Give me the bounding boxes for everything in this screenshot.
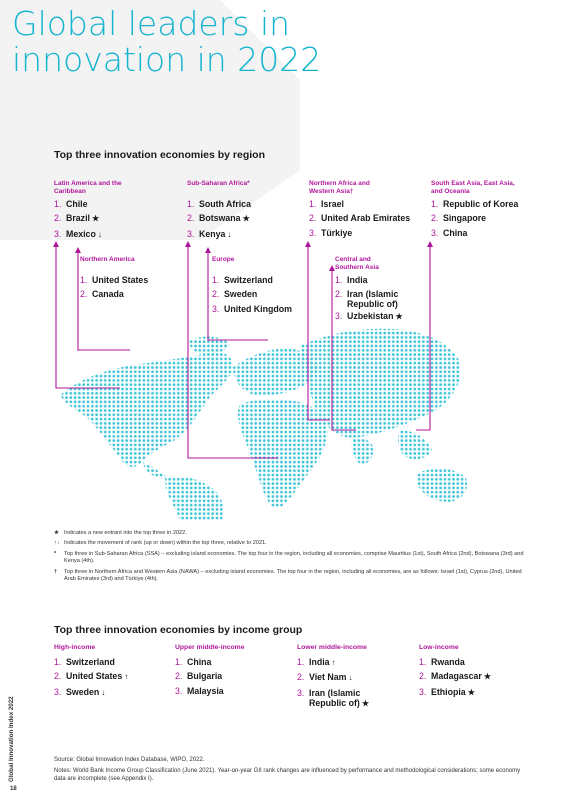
ranked-item bbox=[54, 669, 128, 684]
economy-name: Uzbekistan bbox=[347, 311, 394, 322]
map-central-america bbox=[142, 462, 168, 479]
ranked-item bbox=[335, 309, 409, 324]
ranked-item bbox=[187, 211, 251, 226]
legend-note bbox=[54, 530, 534, 537]
map-africa bbox=[238, 399, 328, 508]
ranked-item bbox=[212, 302, 292, 316]
rank-number: 2. bbox=[309, 213, 317, 224]
rank-number: 1. bbox=[54, 199, 62, 209]
economy-name: Singapore bbox=[443, 213, 487, 224]
economy-name: Botswana bbox=[199, 213, 241, 224]
economy-name: Sweden bbox=[224, 289, 258, 300]
income-label-low: Low-income bbox=[419, 644, 459, 651]
note-symbol: ↑↓ bbox=[54, 540, 60, 547]
rank-number: 3. bbox=[431, 227, 439, 238]
rank-number: 3. bbox=[175, 685, 183, 696]
ranked-item bbox=[419, 669, 491, 684]
income-list-lower-middle bbox=[297, 655, 371, 709]
ranked-item bbox=[175, 655, 224, 669]
ranked-item bbox=[80, 273, 148, 287]
economy-name: Bulgaria bbox=[187, 671, 223, 682]
ranked-item bbox=[431, 226, 518, 240]
economy-name: India bbox=[347, 275, 368, 285]
economy-name: Canada bbox=[92, 289, 124, 300]
ranked-item bbox=[335, 273, 409, 287]
ranked-item bbox=[54, 197, 102, 211]
economy-name: Türkiye bbox=[321, 227, 353, 238]
rank-number: 2. bbox=[212, 289, 220, 300]
ranked-item bbox=[54, 685, 128, 700]
rank-number: 3. bbox=[297, 687, 305, 698]
income-list-high bbox=[54, 655, 128, 700]
ranked-item bbox=[309, 197, 410, 211]
map-asia bbox=[300, 329, 461, 438]
rank-number: 2. bbox=[54, 213, 62, 224]
rank-number: 3. bbox=[419, 686, 427, 697]
rank-number: 1. bbox=[175, 657, 183, 667]
rank-down-arrow-icon: ↓ bbox=[97, 229, 102, 239]
rank-number: 2. bbox=[431, 213, 439, 224]
source-notes bbox=[54, 756, 524, 783]
map-greenland bbox=[189, 337, 230, 355]
rank-number: 1. bbox=[80, 275, 88, 285]
rank-number: 3. bbox=[212, 303, 220, 314]
economy-name: Mexico bbox=[66, 228, 96, 239]
region-section-heading: Top three innovation economies by region bbox=[54, 149, 265, 161]
note-symbol: ★ bbox=[54, 530, 60, 536]
ranked-item bbox=[212, 273, 292, 287]
region-label-latin-america: Latin America and the Caribbean bbox=[54, 180, 122, 195]
rank-number: 1. bbox=[431, 199, 439, 209]
source-notes-line: Notes: World Bank Income Group Classification (June 2021). Year-on-year GII rank changes are influenced by performance and methodological considerations; some economy data are incomplete (see Appendix I). bbox=[54, 768, 521, 782]
income-label-lower-middle: Lower middle-income bbox=[297, 644, 367, 651]
economy-name: Switzerland bbox=[224, 275, 273, 285]
region-label-northern-africa-western-asia: Northern Africa and Western Asia† bbox=[309, 180, 370, 195]
ranked-item bbox=[431, 197, 518, 211]
region-label-sub-saharan-africa: Sub-Saharan Africa* bbox=[187, 180, 250, 187]
rank-number: 2. bbox=[54, 671, 62, 682]
region-label-europe: Europe bbox=[212, 256, 235, 263]
ranked-item bbox=[297, 655, 371, 670]
map-north-america bbox=[60, 352, 233, 467]
region-list-south-east-asia bbox=[431, 197, 518, 240]
rank-number: 2. bbox=[297, 672, 305, 683]
ranked-item bbox=[187, 227, 251, 242]
rank-number: 2. bbox=[175, 671, 183, 682]
rank-number: 2. bbox=[335, 289, 343, 300]
economy-name: United States bbox=[92, 275, 149, 285]
rank-number: 1. bbox=[309, 199, 317, 209]
ranked-item bbox=[80, 287, 148, 301]
income-label-upper-middle: Upper middle-income bbox=[175, 644, 245, 651]
ranked-item bbox=[54, 227, 102, 242]
new-entrant-star-icon: ★ bbox=[395, 312, 403, 322]
rank-number: 1. bbox=[54, 657, 62, 667]
economy-name: India bbox=[309, 657, 330, 667]
economy-name: Switzerland bbox=[66, 657, 115, 667]
income-label-high: High-income bbox=[54, 644, 96, 651]
economy-name: China bbox=[187, 657, 212, 667]
rank-number: 1. bbox=[297, 657, 305, 667]
income-list-low bbox=[419, 655, 491, 700]
region-list-northern-africa-western-asia bbox=[309, 197, 410, 240]
rank-number: 3. bbox=[54, 228, 62, 239]
rank-number: 1. bbox=[335, 275, 343, 285]
ranked-item bbox=[419, 655, 491, 669]
legend-note bbox=[54, 551, 534, 566]
note-text: Indicates the movement of rank (up or down) within the top three, relative to 2021. bbox=[64, 540, 267, 547]
region-list-northern-america bbox=[80, 273, 148, 302]
ranked-item bbox=[54, 211, 102, 226]
region-list-central-southern-asia bbox=[335, 273, 409, 325]
ranked-item bbox=[54, 655, 128, 669]
note-text: Top three in Northern Africa and Western Asia (NAWA) – excluding island economies. The top four in the region, including all economies, are as follows: Israel (1st), Cyprus (2nd), United Arab Emirates (3rd) and Türkiye (4th). bbox=[64, 568, 522, 583]
region-label-south-east-asia: South East Asia, East Asia, and Oceania bbox=[431, 180, 515, 195]
region-label-central-southern-asia: Central and Southern Asia bbox=[335, 256, 379, 271]
ranked-item bbox=[175, 684, 224, 698]
economy-name: Malaysia bbox=[187, 685, 224, 696]
economy-name: United Kingdom bbox=[224, 303, 292, 314]
ranked-item bbox=[297, 686, 371, 709]
new-entrant-star-icon: ★ bbox=[91, 214, 100, 224]
region-list-latin-america bbox=[54, 197, 102, 242]
rank-number: 3. bbox=[54, 686, 62, 697]
rank-number: 2. bbox=[80, 289, 88, 300]
page-title-line-1: Global leaders in bbox=[12, 4, 291, 43]
economy-name: Kenya bbox=[199, 228, 226, 239]
legend-note bbox=[54, 569, 534, 584]
economy-name: Ethiopia bbox=[431, 686, 466, 697]
legend-notes bbox=[54, 530, 534, 586]
region-list-sub-saharan-africa bbox=[187, 197, 251, 242]
rank-number: 1. bbox=[212, 275, 220, 285]
new-entrant-star-icon: ★ bbox=[467, 687, 475, 697]
economy-name: United States bbox=[66, 671, 123, 682]
rank-down-arrow-icon: ↓ bbox=[348, 673, 353, 683]
rank-number: 2. bbox=[187, 213, 195, 224]
map-southeast-asia bbox=[398, 430, 432, 459]
note-text: Indicates a new entrant into the top three in 2022. bbox=[64, 530, 187, 536]
ranked-item bbox=[175, 669, 224, 683]
ranked-item bbox=[419, 685, 491, 700]
rank-number: 1. bbox=[187, 199, 195, 209]
rank-down-arrow-icon: ↓ bbox=[101, 687, 106, 697]
income-list-upper-middle bbox=[175, 655, 224, 698]
rank-number: 3. bbox=[187, 228, 195, 239]
ranked-item bbox=[212, 287, 292, 301]
rank-number: 1. bbox=[419, 657, 427, 667]
map-south-america bbox=[165, 476, 224, 520]
economy-name: Brazil bbox=[66, 213, 90, 224]
economy-name: South Africa bbox=[199, 199, 251, 209]
note-symbol: † bbox=[54, 568, 58, 575]
economy-name: Republic of Korea bbox=[443, 199, 519, 209]
economy-name: Madagascar bbox=[431, 671, 482, 682]
economy-name: Chile bbox=[66, 199, 88, 209]
rank-up-arrow-icon: ↑ bbox=[331, 658, 336, 667]
ranked-item bbox=[187, 197, 251, 211]
economy-name: Israel bbox=[321, 199, 344, 209]
rank-number: 3. bbox=[309, 227, 317, 238]
page-number: 18 bbox=[10, 786, 17, 792]
economy-name: Iran (Islamic Republic of) ★ bbox=[309, 687, 369, 708]
new-entrant-star-icon: ★ bbox=[242, 214, 250, 224]
economy-name: United Arab Emirates bbox=[321, 213, 411, 224]
rank-down-arrow-icon: ↓ bbox=[227, 229, 232, 239]
economy-name: Sweden bbox=[66, 686, 100, 697]
note-symbol: * bbox=[54, 550, 57, 557]
region-list-europe bbox=[212, 273, 292, 316]
new-entrant-star-icon: ★ bbox=[361, 698, 369, 708]
ranked-item bbox=[309, 211, 410, 225]
ranked-item bbox=[431, 211, 518, 225]
region-label-northern-america: Northern America bbox=[80, 256, 135, 263]
rank-number: 2. bbox=[419, 671, 427, 682]
economy-name: China bbox=[443, 227, 468, 238]
economy-name: Iran (Islamic Republic of) bbox=[347, 289, 399, 310]
side-running-title: Global Innovation Index 2022 bbox=[8, 696, 15, 782]
economy-name: Rwanda bbox=[431, 657, 465, 667]
ranked-item bbox=[335, 287, 409, 309]
rank-up-arrow-icon: ↑ bbox=[124, 672, 129, 682]
map-australia bbox=[417, 469, 467, 502]
ranked-item bbox=[297, 670, 371, 685]
map-india bbox=[351, 438, 374, 465]
rank-number: 3. bbox=[335, 311, 343, 322]
page-title-line-2: innovation in 2022 bbox=[12, 40, 322, 79]
income-section-heading: Top three innovation economies by income group bbox=[54, 624, 303, 636]
source-line: Source: Global Innovation Index Database, WIPO, 2022. bbox=[54, 757, 205, 763]
note-text: Top three in Sub-Saharan Africa (SSA) – excluding island economies. The top four in the region, including all economies, comprise Mauritius (1st), South Africa (2nd), Botswana (3rd) and Kenya (4th). bbox=[64, 550, 524, 565]
economy-name: Viet Nam bbox=[309, 672, 347, 683]
connector-latam bbox=[56, 246, 120, 388]
new-entrant-star-icon: ★ bbox=[483, 672, 492, 682]
legend-note bbox=[54, 540, 534, 547]
ranked-item bbox=[309, 226, 410, 240]
